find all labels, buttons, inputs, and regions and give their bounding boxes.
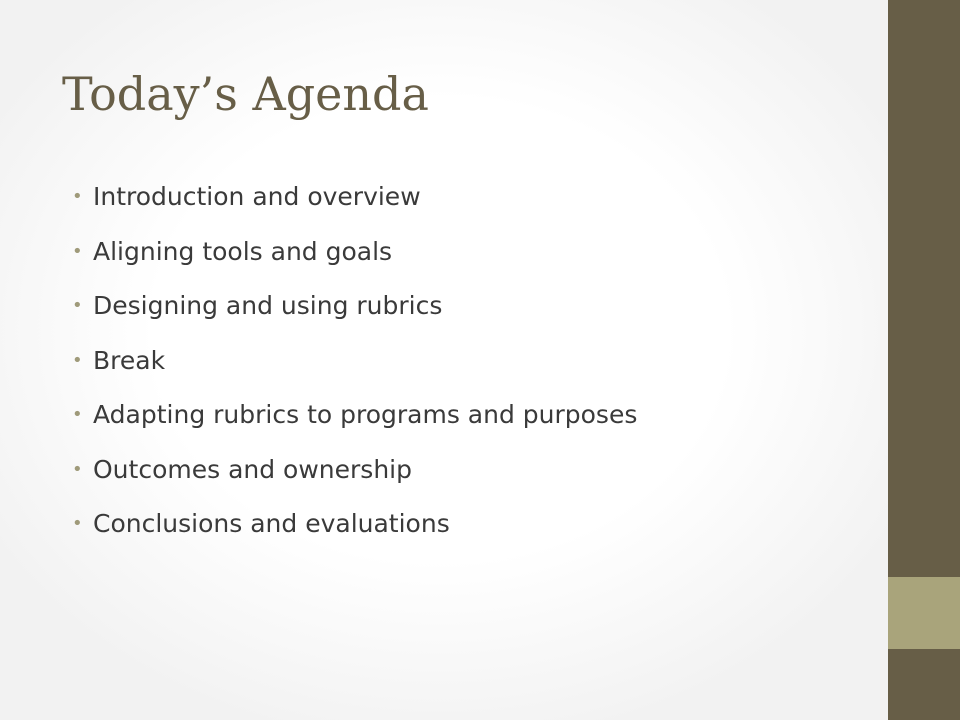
agenda-item-text: Aligning tools and goals [93, 236, 393, 266]
bullet-icon: • [72, 513, 83, 534]
agenda-item-text: Introduction and overview [93, 182, 421, 211]
agenda-item-text: Conclusions and evaluations [93, 509, 450, 538]
bullet-icon: • [72, 295, 83, 316]
bullet-icon: • [72, 349, 83, 371]
bullet-icon: • [72, 240, 83, 262]
agenda-item-text: Adapting rubrics to programs and purposes [93, 400, 638, 429]
bullet-icon: • [72, 458, 83, 480]
bullet-icon: • [72, 404, 83, 425]
agenda-item-text: Outcomes and ownership [93, 454, 412, 484]
agenda-item-text: Break [93, 345, 166, 375]
agenda-item-text: Designing and using rubrics [93, 291, 443, 320]
side-accent-block [888, 577, 960, 649]
bullet-icon: • [72, 186, 83, 207]
slide-title: Today’s Agenda [62, 67, 429, 121]
